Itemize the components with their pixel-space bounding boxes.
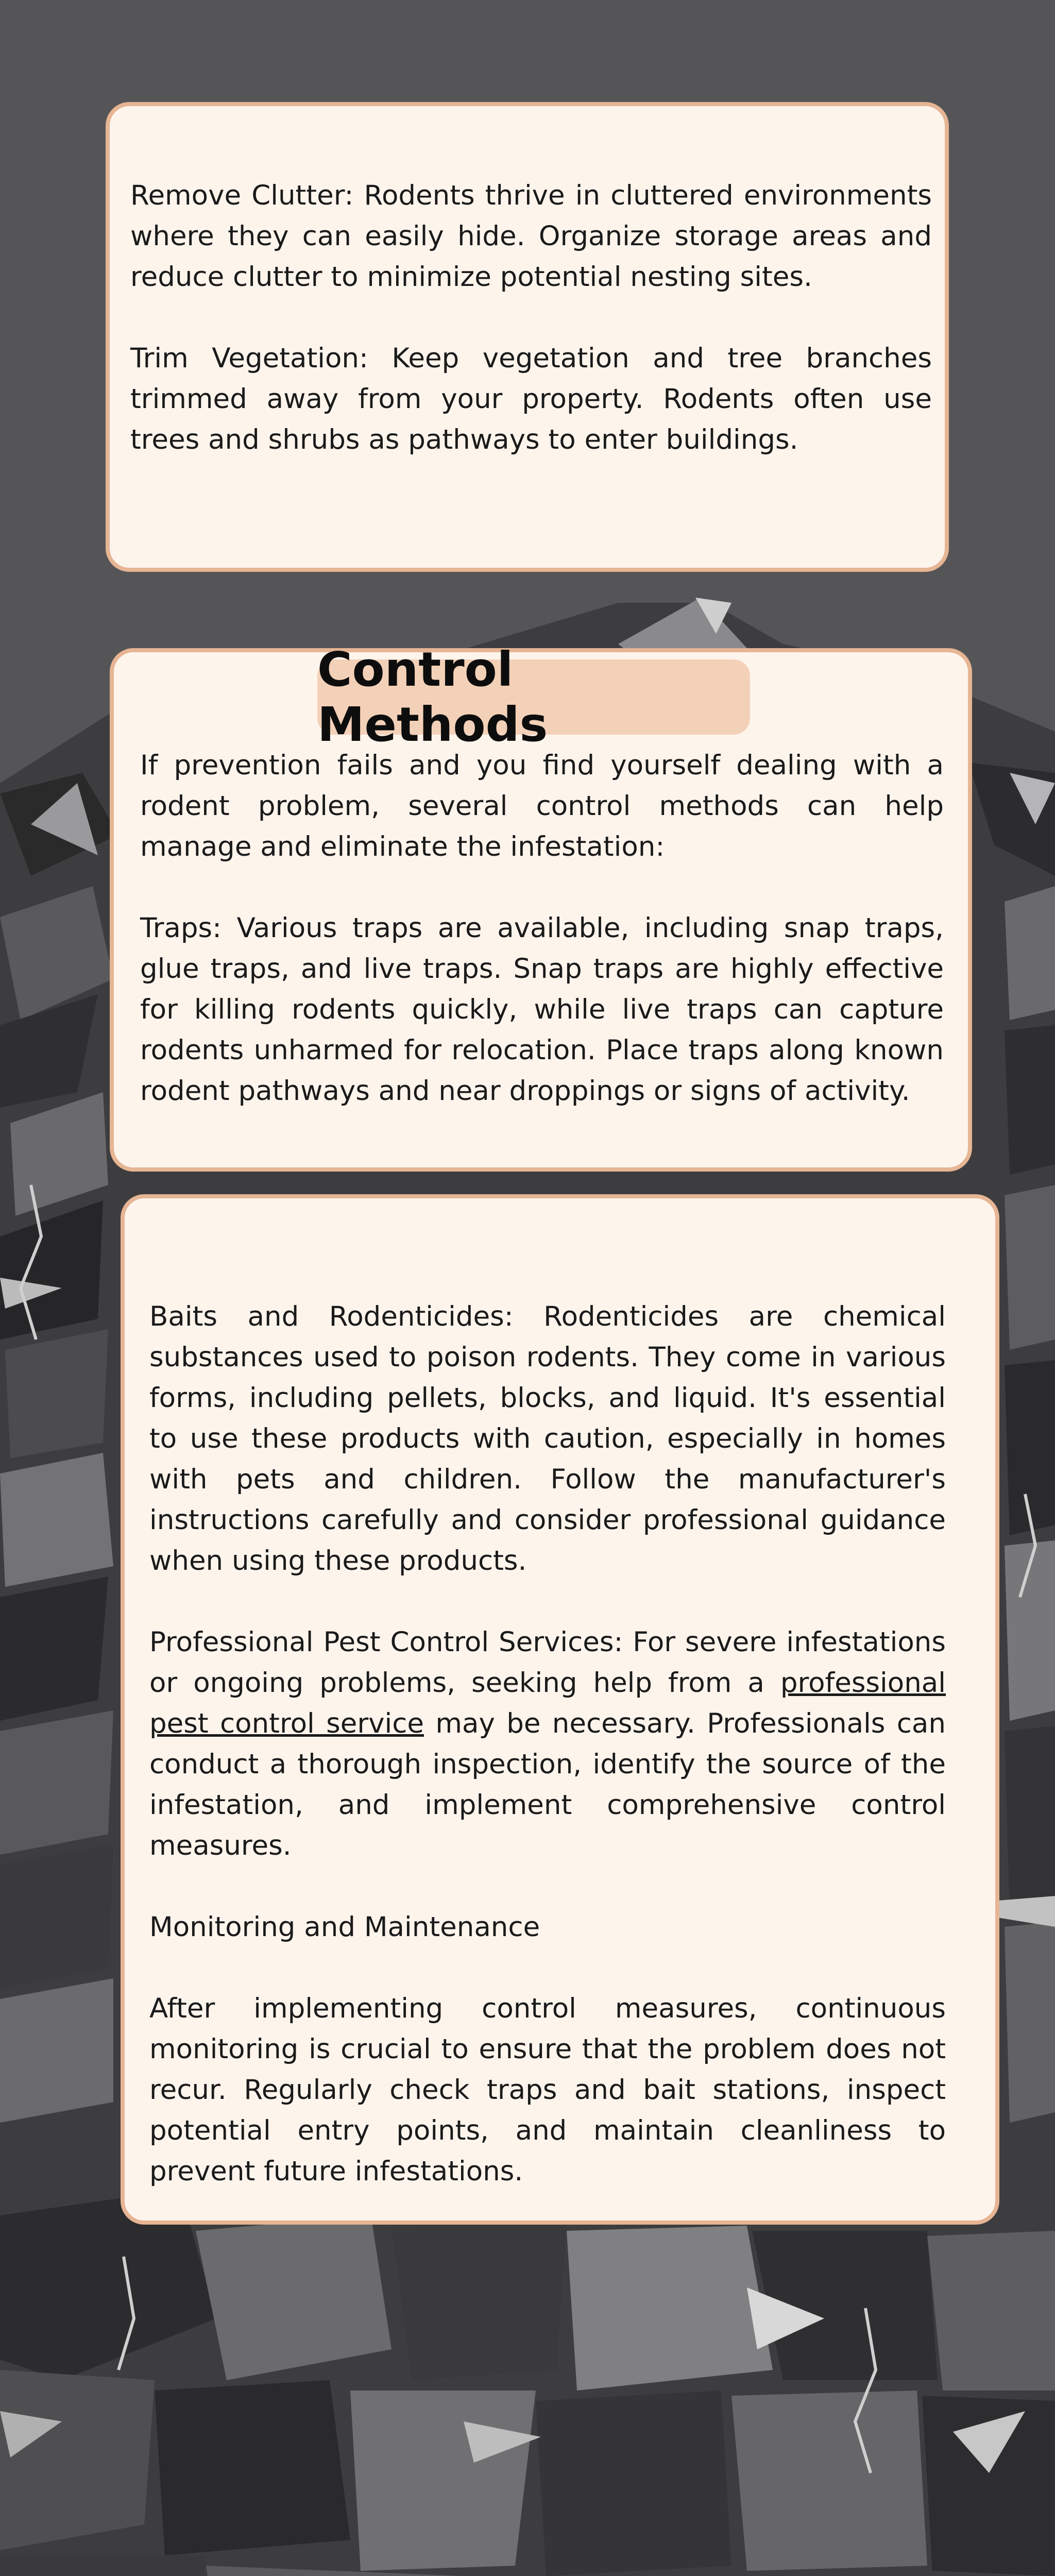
professional-services-paragraph (149, 1622, 946, 1866)
section-title: Control Methods (317, 659, 750, 735)
control-details-content (149, 1296, 946, 2192)
prevention-tips-content (130, 175, 932, 460)
remove-clutter-paragraph: Remove Clutter: Rodents thrive in cluttered environments where they can easily hide. Organize storage areas and reduce clutter to minimize potential nesting sites. (130, 180, 932, 293)
professional-text-end: may be necessary. Professionals can conduct a thorough inspection, identify the source of the infestation, and implement comprehensive control measures. (149, 1708, 946, 1861)
trim-vegetation-paragraph: Trim Vegetation: Keep vegetation and tree branches trimmed away from your property. Rodents often use trees and shrubs as pathways to enter buildings. (130, 343, 932, 455)
professional-text-start: Professional Pest Control Services: For severe infestations or ongoing problems, seeking help from a (149, 1626, 946, 1699)
professional-service-link[interactable]: professional pest control service (149, 1667, 946, 1739)
monitoring-heading: Monitoring and Maintenance (149, 1911, 540, 1943)
monitoring-paragraph: After implementing control measures, continuous monitoring is crucial to ensure that the problem does not recur. Regularly check traps and bait stations, inspect potential entry points, and maintain cleanliness to prevent future infestations. (149, 1993, 946, 2187)
control-methods-card (110, 642, 972, 1172)
control-methods-content (140, 745, 944, 1111)
traps-paragraph: Traps: Various traps are available, including snap traps, glue traps, and live traps. Snap traps are highly effective for killing rodents quickly, while live traps can capture rodents unharmed for relocation. Place traps along known rodent pathways and near droppings or signs of activity. (140, 912, 944, 1107)
control-details-card (121, 1194, 999, 2225)
control-intro-paragraph: If prevention fails and you find yourself dealing with a rodent problem, several control methods can help manage and eliminate the infestation: (140, 750, 944, 862)
baits-paragraph: Baits and Rodenticides: Rodenticides are chemical substances used to poison rodents. They come in various forms, including pellets, blocks, and liquid. It's essential to use these products with caution, especially in homes with pets and children. Follow the manufacturer's instructions carefully and consider professional guidance when using these products. (149, 1301, 946, 1577)
prevention-tips-card (106, 102, 949, 572)
